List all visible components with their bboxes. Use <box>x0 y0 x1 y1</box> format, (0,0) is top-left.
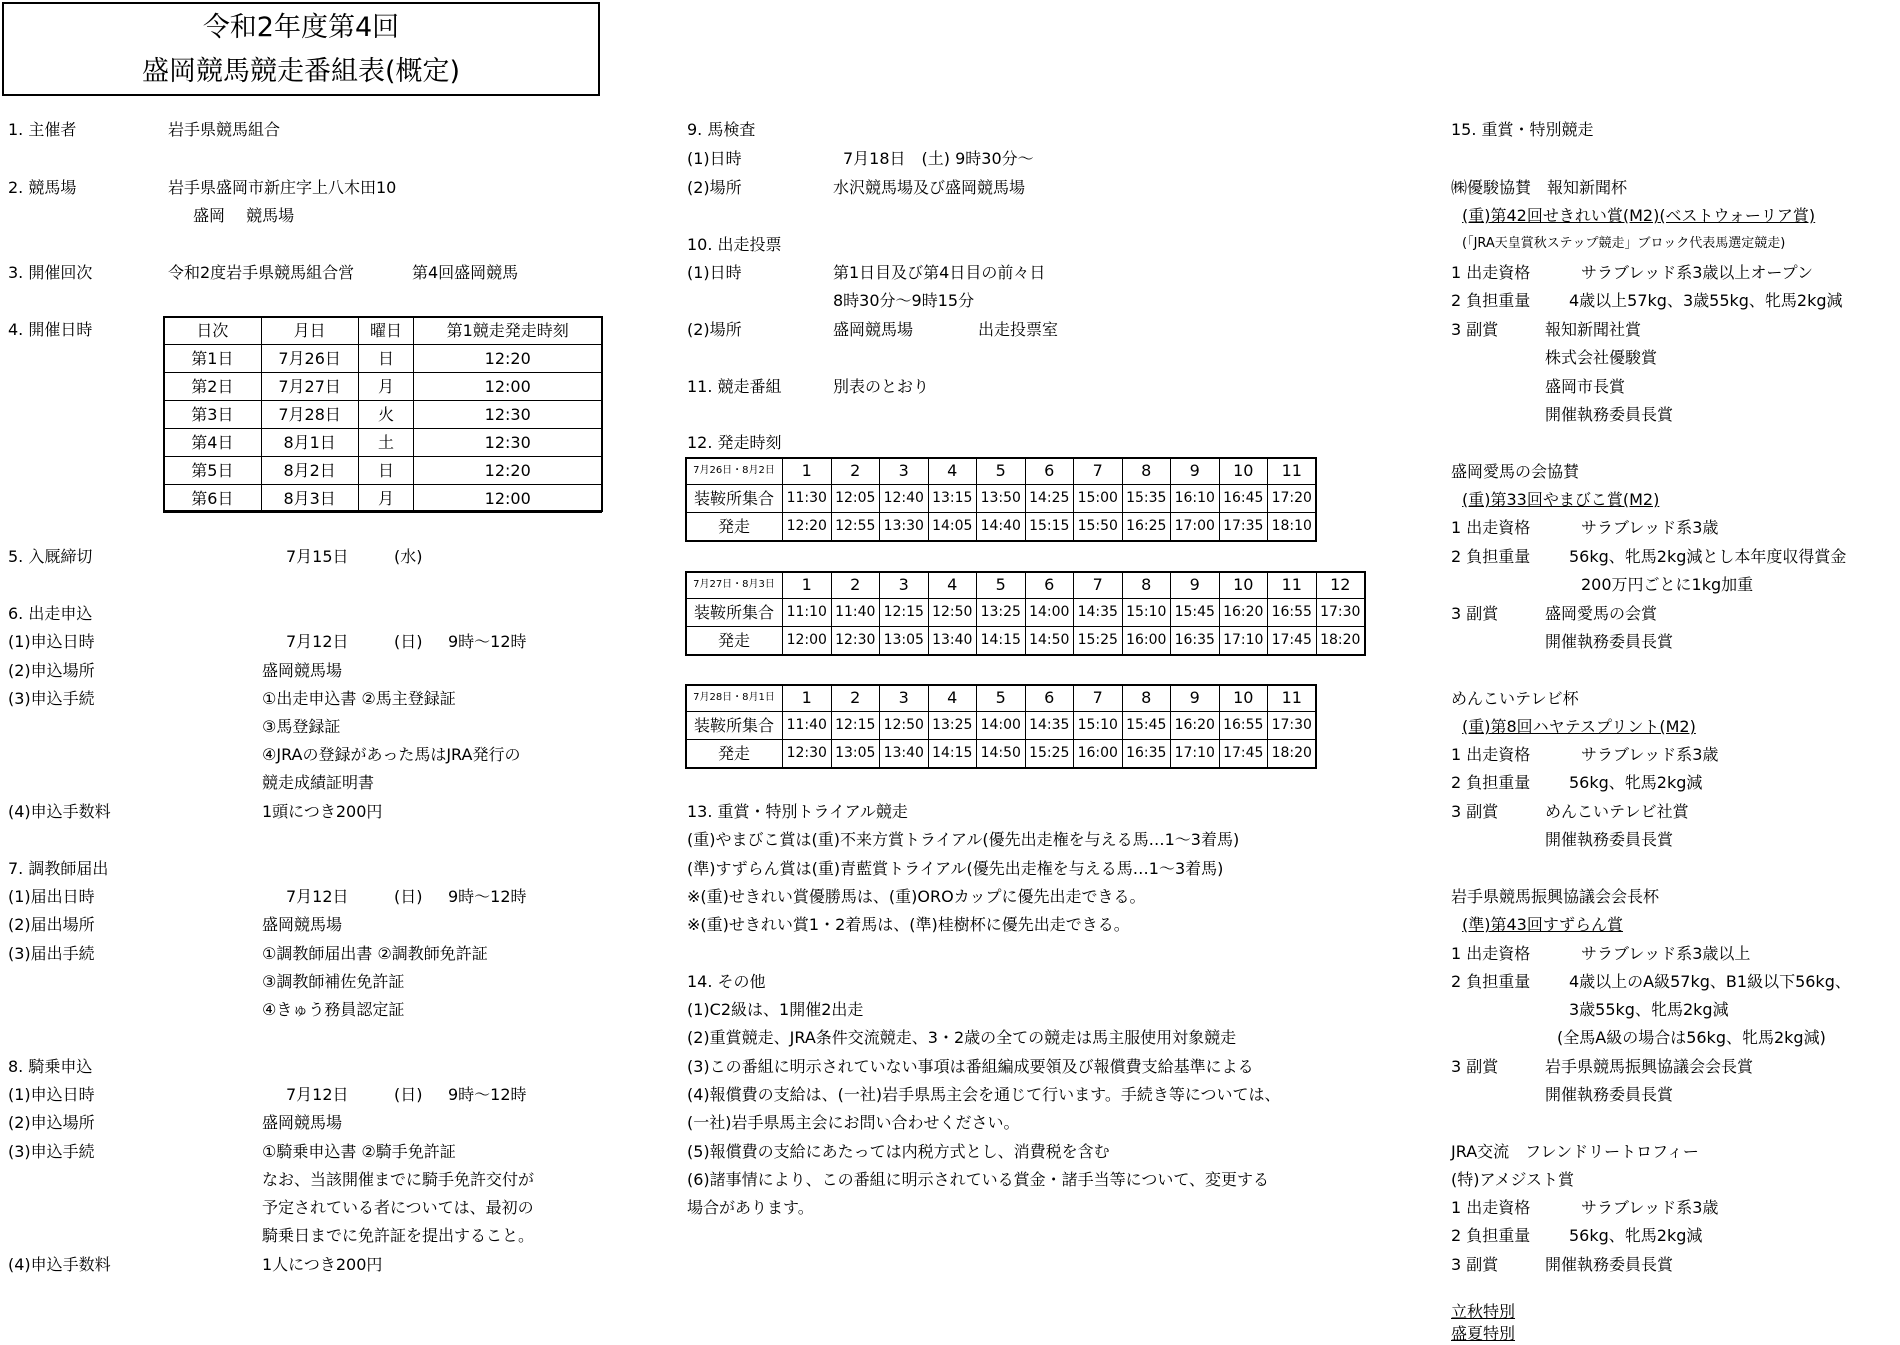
s5-dow: (水) <box>394 547 423 566</box>
time-cell: 17:10 <box>1219 627 1268 655</box>
race-number: 1 <box>783 457 832 485</box>
s14-l3: (3)この番組に明示されていない事項は番組編成要領及び報償費支給基準による <box>687 1057 1254 1076</box>
time-cell: 16:25 <box>1122 513 1171 541</box>
time-cell: 14:00 <box>1025 599 1074 627</box>
time-cell: 16:35 <box>1171 627 1220 655</box>
race-number: 6 <box>1025 571 1074 599</box>
s7-r3-l3: ④きゅう務員認定証 <box>262 1000 405 1019</box>
s2-label: 2. 競馬場 <box>8 178 77 197</box>
r1-q3v1: 報知新聞社賞 <box>1545 320 1642 339</box>
race-number: 7 <box>1074 684 1123 712</box>
s6-r1-date: 7月12日 <box>286 632 349 651</box>
r4-race: (準)第43回すずらん賞 <box>1462 915 1624 934</box>
s5-label: 5. 入厩締切 <box>8 547 93 566</box>
s7-r1-date: 7月12日 <box>286 887 349 906</box>
r2-q1v: サラブレッド系3歳 <box>1581 518 1719 537</box>
time-cell: 11:10 <box>783 599 832 627</box>
schedule-cell: 12:20 <box>414 345 602 373</box>
race-number: 3 <box>880 457 929 485</box>
time-cell: 18:20 <box>1268 740 1317 768</box>
schedule-row <box>164 345 602 373</box>
schedule-cell: 第6日 <box>164 485 262 513</box>
race-number: 12 <box>1316 571 1365 599</box>
race-number: 8 <box>1122 571 1171 599</box>
s9-r2-label: (2)場所 <box>687 178 742 197</box>
schedule-cell: 7月27日 <box>261 373 358 401</box>
time-cell: 14:40 <box>977 513 1026 541</box>
schedule-cell: 第3日 <box>164 401 262 429</box>
title-line-2: 盛岡競馬競走番組表(概定) <box>141 56 461 87</box>
race-number: 11 <box>1268 571 1317 599</box>
race-number: 5 <box>977 571 1026 599</box>
time-cell: 15:10 <box>1074 712 1123 740</box>
schedule-cell: 月 <box>358 485 414 513</box>
schedule-header: 第1競走発走時刻 <box>414 317 602 345</box>
s6-r3-label: (3)申込手続 <box>8 689 95 708</box>
s9-r2-value: 水沢競馬場及び盛岡競馬場 <box>833 178 1026 197</box>
time-cell: 16:00 <box>1074 740 1123 768</box>
start-row <box>686 627 1365 655</box>
time-cell: 17:10 <box>1171 740 1220 768</box>
race-number: 5 <box>977 684 1026 712</box>
schedule-cell: 8月3日 <box>261 485 358 513</box>
time-cell: 16:45 <box>1219 485 1268 513</box>
schedule-cell: 土 <box>358 429 414 457</box>
time-cell: 16:00 <box>1122 627 1171 655</box>
r2-q3v2: 開催執務委員長賞 <box>1545 632 1674 651</box>
race-number: 10 <box>1219 571 1268 599</box>
row-label: 発走 <box>686 627 783 655</box>
s10-r1-l1: 第1日目及び第4日目の前々日 <box>833 263 1046 282</box>
race-number: 8 <box>1122 457 1171 485</box>
time-cell: 16:35 <box>1122 740 1171 768</box>
schedule-row <box>164 401 602 429</box>
s6-r2-label: (2)申込場所 <box>8 661 95 680</box>
r1-q3v2: 株式会社優駿賞 <box>1545 348 1658 367</box>
race-number: 8 <box>1122 684 1171 712</box>
time-cell: 16:20 <box>1219 599 1268 627</box>
schedule-cell: 12:00 <box>414 373 602 401</box>
race-number: 1 <box>783 571 832 599</box>
s11-label: 11. 競走番組 <box>687 377 782 396</box>
schedule-cell: 第1日 <box>164 345 262 373</box>
assembly-row <box>686 485 1317 513</box>
time-cell: 17:30 <box>1268 712 1317 740</box>
r2-sponsor: 盛岡愛馬の会協賛 <box>1451 462 1580 481</box>
start-row <box>686 513 1317 541</box>
s8-r3-l2: なお、当該開催までに騎手免許交付が <box>262 1170 535 1189</box>
time-cell: 18:20 <box>1316 627 1365 655</box>
schedule-cell: 8月2日 <box>261 457 358 485</box>
race-number: 10 <box>1219 684 1268 712</box>
race-number: 3 <box>880 571 929 599</box>
race-number: 2 <box>831 571 880 599</box>
schedule-cell: 12:30 <box>414 429 602 457</box>
s8-r3-label: (3)申込手続 <box>8 1142 95 1161</box>
schedule-header: 曜日 <box>358 317 414 345</box>
schedule-cell: 日 <box>358 345 414 373</box>
s6-r3-l2: ③馬登録証 <box>262 717 341 736</box>
schedule-row <box>164 373 602 401</box>
race-number: 9 <box>1171 684 1220 712</box>
time-cell: 15:45 <box>1122 712 1171 740</box>
r1-q3v4: 開催執務委員長賞 <box>1545 405 1674 424</box>
s13-l4: ※(重)せきれい賞1・2着馬は、(準)桂樹杯に優先出走できる。 <box>687 915 1130 934</box>
race-number: 5 <box>977 457 1026 485</box>
r3-sponsor: めんこいテレビ杯 <box>1451 689 1579 708</box>
race-number-row <box>686 457 1317 485</box>
time-cell: 15:10 <box>1122 599 1171 627</box>
schedule-table <box>163 317 602 513</box>
s8-r4-label: (4)申込手数料 <box>8 1255 111 1274</box>
race-number: 1 <box>783 684 832 712</box>
s8-r1-date: 7月12日 <box>286 1085 349 1104</box>
s6-label: 6. 出走申込 <box>8 604 93 623</box>
race-number: 9 <box>1171 571 1220 599</box>
time-cell: 14:50 <box>977 740 1026 768</box>
time-cell: 13:25 <box>928 712 977 740</box>
schedule-cell: 第2日 <box>164 373 262 401</box>
r3-q1: 1 出走資格 <box>1451 745 1531 764</box>
title-line-1: 令和2年度第4回 <box>202 12 400 43</box>
s12-label: 12. 発走時刻 <box>687 433 782 452</box>
s8-r2-label: (2)申込場所 <box>8 1113 95 1132</box>
s9-r1-label: (1)日時 <box>687 149 742 168</box>
row-label: 発走 <box>686 740 783 768</box>
s14-l8: 場合があります。 <box>687 1198 814 1217</box>
time-cell: 13:30 <box>880 513 929 541</box>
s6-r4-label: (4)申込手数料 <box>8 802 111 821</box>
time-cell: 17:20 <box>1268 485 1317 513</box>
time-cell: 15:35 <box>1122 485 1171 513</box>
race-number: 10 <box>1219 457 1268 485</box>
start-time-table-3 <box>685 684 1317 768</box>
race-number: 2 <box>831 457 880 485</box>
race-number-row <box>686 571 1365 599</box>
time-cell: 14:35 <box>1074 599 1123 627</box>
time-cell: 13:05 <box>880 627 929 655</box>
r1-q3: 3 副賞 <box>1451 320 1499 339</box>
s13-l3: ※(重)せきれい賞優勝馬は、(重)OROカップに優先出走できる。 <box>687 887 1146 906</box>
date-label: 7月27日・8月3日 <box>686 571 783 599</box>
extra-race-1: 立秋特別 <box>1451 1302 1516 1321</box>
s7-r2-label: (2)届出場所 <box>8 915 95 934</box>
s6-r1-time: 9時～12時 <box>448 632 527 651</box>
row-label: 装鞍所集合 <box>686 485 783 513</box>
s2-value2: 盛岡 競馬場 <box>193 206 295 225</box>
time-cell: 14:15 <box>977 627 1026 655</box>
schedule-header: 月日 <box>261 317 358 345</box>
r4-q3v1: 岩手県競馬振興協議会会長賞 <box>1545 1057 1754 1076</box>
schedule-cell: 7月26日 <box>261 345 358 373</box>
s14-l6: (5)報償費の支給にあたっては内税方式とし、消費税を含む <box>687 1142 1110 1161</box>
s7-r1-dow: (日) <box>394 887 423 906</box>
time-cell: 12:20 <box>783 513 832 541</box>
r4-q2: 2 負担重量 <box>1451 972 1531 991</box>
s7-r1-label: (1)届出日時 <box>8 887 95 906</box>
r2-race: (重)第33回やまびこ賞(M2) <box>1462 490 1660 509</box>
time-cell: 14:05 <box>928 513 977 541</box>
r2-q1: 1 出走資格 <box>1451 518 1531 537</box>
time-cell: 15:50 <box>1074 513 1123 541</box>
r4-q1v: サラブレッド系3歳以上 <box>1581 944 1751 963</box>
time-cell: 12:15 <box>831 712 880 740</box>
r1-q3v3: 盛岡市長賞 <box>1545 377 1626 396</box>
r4-q2v: 4歳以上のA級57kg、B1級以下56kg、 <box>1569 972 1851 991</box>
r2-q2: 2 負担重量 <box>1451 547 1531 566</box>
schedule-cell: 12:30 <box>414 401 602 429</box>
s10-r1-label: (1)日時 <box>687 263 742 282</box>
r4-q2v3: (全馬A級の場合は56kg、牝馬2kg減) <box>1557 1028 1826 1047</box>
r3-q2v: 56kg、牝馬2kg減 <box>1569 773 1703 792</box>
r1-q1: 1 出走資格 <box>1451 263 1531 282</box>
schedule-cell: 第5日 <box>164 457 262 485</box>
time-cell: 15:15 <box>1025 513 1074 541</box>
r3-q3v1: めんこいテレビ社賞 <box>1545 802 1689 821</box>
r3-q2: 2 負担重量 <box>1451 773 1531 792</box>
race-number: 11 <box>1268 684 1317 712</box>
s1-label: 1. 主催者 <box>8 120 77 139</box>
s6-r3-l4: 競走成績証明書 <box>262 773 375 792</box>
schedule-cell: 月 <box>358 373 414 401</box>
s3-value1: 令和2度岩手県競馬組合営 <box>168 263 355 282</box>
s7-r2-value: 盛岡競馬場 <box>262 915 343 934</box>
s14-l7: (6)諸事情により、この番組に明示されている賞金・諸手当等について、変更する <box>687 1170 1270 1189</box>
r2-q3v1: 盛岡愛馬の会賞 <box>1545 604 1658 623</box>
time-cell: 16:10 <box>1171 485 1220 513</box>
time-cell: 12:00 <box>783 627 832 655</box>
s9-r1-value: 7月18日 (土) 9時30分～ <box>843 149 1034 168</box>
s8-label: 8. 騎乗申込 <box>8 1057 93 1076</box>
time-cell: 17:45 <box>1219 740 1268 768</box>
time-cell: 12:50 <box>880 712 929 740</box>
race-number: 7 <box>1074 571 1123 599</box>
r1-race: (重)第42回せきれい賞(M2)(ベストウォーリア賞) <box>1462 206 1816 225</box>
time-cell: 14:00 <box>977 712 1026 740</box>
s6-r3-l1: ①出走申込書 ②馬主登録証 <box>262 689 456 708</box>
time-cell: 14:35 <box>1025 712 1074 740</box>
time-cell: 12:55 <box>831 513 880 541</box>
assembly-row <box>686 599 1365 627</box>
s10-r2-value: 盛岡競馬場 <box>833 320 914 339</box>
r2-q3: 3 副賞 <box>1451 604 1499 623</box>
r5-q2: 2 負担重量 <box>1451 1226 1531 1245</box>
r3-q3v2: 開催執務委員長賞 <box>1545 830 1674 849</box>
r4-q2v2: 3歳55kg、牝馬2kg減 <box>1569 1000 1729 1019</box>
time-cell: 17:45 <box>1268 627 1317 655</box>
s6-r1-dow: (日) <box>394 632 423 651</box>
r4-q1: 1 出走資格 <box>1451 944 1531 963</box>
time-cell: 13:15 <box>928 485 977 513</box>
s4-label: 4. 開催日時 <box>8 320 93 339</box>
extra-race-2: 盛夏特別 <box>1451 1324 1516 1343</box>
s7-r3-l2: ③調教師補佐免許証 <box>262 972 405 991</box>
race-number: 11 <box>1268 457 1317 485</box>
s13-l1: (重)やまびこ賞は(重)不来方賞トライアル(優先出走権を与える馬…1～3着馬) <box>687 830 1240 849</box>
row-label: 装鞍所集合 <box>686 712 783 740</box>
s8-r2-value: 盛岡競馬場 <box>262 1113 343 1132</box>
start-time-table-1 <box>685 457 1317 541</box>
s15-label: 15. 重賞・特別競走 <box>1451 120 1594 139</box>
time-cell: 15:25 <box>1025 740 1074 768</box>
schedule-cell: 火 <box>358 401 414 429</box>
r1-q2: 2 負担重量 <box>1451 291 1531 310</box>
race-number-row <box>686 684 1317 712</box>
s8-r3-l3: 予定されている者については、最初の <box>262 1198 534 1217</box>
start-time-table-2 <box>685 571 1365 655</box>
time-cell: 13:05 <box>831 740 880 768</box>
schedule-header: 日次 <box>164 317 262 345</box>
r5-q1: 1 出走資格 <box>1451 1198 1531 1217</box>
s8-r1-label: (1)申込日時 <box>8 1085 95 1104</box>
schedule-cell: 第4日 <box>164 429 262 457</box>
row-label: 装鞍所集合 <box>686 599 783 627</box>
s10-r2-value2: 出走投票室 <box>978 320 1059 339</box>
s14-l4: (4)報償費の支給は、(一社)岩手県馬主会を通じて行います。手続き等については、 <box>687 1085 1281 1104</box>
time-cell: 18:10 <box>1268 513 1317 541</box>
s10-r2-label: (2)場所 <box>687 320 742 339</box>
s7-r3-l1: ①調教師届出書 ②調教師免許証 <box>262 944 488 963</box>
s3-value2: 第4回盛岡競馬 <box>412 263 519 282</box>
date-label: 7月26日・8月2日 <box>686 457 783 485</box>
r5-race: (特)アメジスト賞 <box>1451 1170 1575 1189</box>
time-cell: 14:15 <box>928 740 977 768</box>
time-cell: 15:45 <box>1171 599 1220 627</box>
s5-date: 7月15日 <box>286 547 349 566</box>
s6-r1-label: (1)申込日時 <box>8 632 95 651</box>
time-cell: 14:50 <box>1025 627 1074 655</box>
schedule-row <box>164 457 602 485</box>
schedule-header-row <box>164 317 602 345</box>
s8-r3-l4: 騎乗日までに免許証を提出すること。 <box>262 1226 535 1245</box>
schedule-cell: 日 <box>358 457 414 485</box>
s13-l2: (準)すずらん賞は(重)青藍賞トライアル(優先出走権を与える馬…1～3着馬) <box>687 859 1224 878</box>
r4-sponsor: 岩手県競馬振興協議会会長杯 <box>1451 887 1660 906</box>
r5-q1v: サラブレッド系3歳 <box>1581 1198 1719 1217</box>
time-cell: 13:50 <box>977 485 1026 513</box>
s6-r3-l3: ④JRAの登録があった馬はJRA発行の <box>262 745 521 764</box>
s14-l1: (1)C2級は、1開催2出走 <box>687 1000 864 1019</box>
time-cell: 17:35 <box>1219 513 1268 541</box>
time-cell: 12:30 <box>831 627 880 655</box>
time-cell: 16:55 <box>1219 712 1268 740</box>
time-cell: 15:25 <box>1074 627 1123 655</box>
s9-label: 9. 馬検査 <box>687 120 756 139</box>
time-cell: 13:40 <box>928 627 977 655</box>
r2-q2v2: 200万円ごとに1kg加重 <box>1581 575 1754 594</box>
row-label: 発走 <box>686 513 783 541</box>
race-number: 4 <box>928 457 977 485</box>
r1-q2v: 4歳以上57kg、3歳55kg、牝馬2kg減 <box>1569 291 1843 310</box>
r2-q2v: 56kg、牝馬2kg減とし本年度収得賞金 <box>1569 547 1847 566</box>
date-label: 7月28日・8月1日 <box>686 684 783 712</box>
schedule-cell: 7月28日 <box>261 401 358 429</box>
r1-sponsor: ㈱優駿協賛 報知新聞杯 <box>1451 178 1628 197</box>
s14-label: 14. その他 <box>687 972 766 991</box>
race-number: 7 <box>1074 457 1123 485</box>
s2-value1: 岩手県盛岡市新庄字上八木田10 <box>168 178 397 197</box>
time-cell: 14:25 <box>1025 485 1074 513</box>
r1-note: (「JRA天皇賞秋ステップ競走」ブロック代表馬選定競走) <box>1462 236 1786 251</box>
race-number: 2 <box>831 684 880 712</box>
time-cell: 12:30 <box>783 740 832 768</box>
s3-label: 3. 開催回次 <box>8 263 93 282</box>
time-cell: 16:20 <box>1171 712 1220 740</box>
race-number: 4 <box>928 684 977 712</box>
s8-r1-dow: (日) <box>394 1085 423 1104</box>
schedule-cell: 8月1日 <box>261 429 358 457</box>
s7-r3-label: (3)届出手続 <box>8 944 95 963</box>
start-row <box>686 740 1317 768</box>
race-number: 6 <box>1025 457 1074 485</box>
s13-label: 13. 重賞・特別トライアル競走 <box>687 802 908 821</box>
time-cell: 15:00 <box>1074 485 1123 513</box>
s6-r4-value: 1頭につき200円 <box>262 802 383 821</box>
race-number: 9 <box>1171 457 1220 485</box>
r5-q3: 3 副賞 <box>1451 1255 1499 1274</box>
time-cell: 11:40 <box>831 599 880 627</box>
schedule-cell: 12:20 <box>414 457 602 485</box>
time-cell: 12:50 <box>928 599 977 627</box>
s8-r1-time: 9時～12時 <box>448 1085 527 1104</box>
time-cell: 12:15 <box>880 599 929 627</box>
race-number: 6 <box>1025 684 1074 712</box>
race-number: 3 <box>880 684 929 712</box>
time-cell: 17:30 <box>1316 599 1365 627</box>
s10-label: 10. 出走投票 <box>687 235 782 254</box>
s11-value: 別表のとおり <box>833 377 930 396</box>
time-cell: 12:40 <box>880 485 929 513</box>
s14-l5: (一社)岩手県馬主会にお問い合わせください。 <box>687 1113 1020 1132</box>
time-cell: 11:30 <box>783 485 832 513</box>
r3-race: (重)第8回ハヤテスプリント(M2) <box>1462 717 1696 736</box>
r5-sponsor: JRA交流 フレンドリートロフィー <box>1451 1142 1699 1161</box>
schedule-cell: 12:00 <box>414 485 602 513</box>
s14-l2: (2)重賞競走、JRA条件交流競走、3・2歳の全ての競走は馬主服使用対象競走 <box>687 1028 1237 1047</box>
s6-r2-value: 盛岡競馬場 <box>262 661 343 680</box>
time-cell: 13:25 <box>977 599 1026 627</box>
s7-r1-time: 9時～12時 <box>448 887 527 906</box>
time-cell: 17:00 <box>1171 513 1220 541</box>
schedule-row <box>164 429 602 457</box>
r4-q3v2: 開催執務委員長賞 <box>1545 1085 1674 1104</box>
r5-q2v: 56kg、牝馬2kg減 <box>1569 1226 1703 1245</box>
r3-q3: 3 副賞 <box>1451 802 1499 821</box>
time-cell: 11:40 <box>783 712 832 740</box>
r4-q3: 3 副賞 <box>1451 1057 1499 1076</box>
s8-r3-l1: ①騎乗申込書 ②騎手免許証 <box>262 1142 456 1161</box>
s10-r1-l2: 8時30分～9時15分 <box>833 291 975 310</box>
s1-value: 岩手県競馬組合 <box>168 120 281 139</box>
race-number: 4 <box>928 571 977 599</box>
time-cell: 13:40 <box>880 740 929 768</box>
r1-q1v: サラブレッド系3歳以上オープン <box>1581 263 1813 282</box>
time-cell: 16:55 <box>1268 599 1317 627</box>
assembly-row <box>686 712 1317 740</box>
s8-r4-value: 1人につき200円 <box>262 1255 383 1274</box>
r5-q3v1: 開催執務委員長賞 <box>1545 1255 1674 1274</box>
time-cell: 12:05 <box>831 485 880 513</box>
r3-q1v: サラブレッド系3歳 <box>1581 745 1719 764</box>
schedule-row <box>164 485 602 513</box>
s7-label: 7. 調教師届出 <box>8 859 109 878</box>
title-box <box>2 2 600 96</box>
